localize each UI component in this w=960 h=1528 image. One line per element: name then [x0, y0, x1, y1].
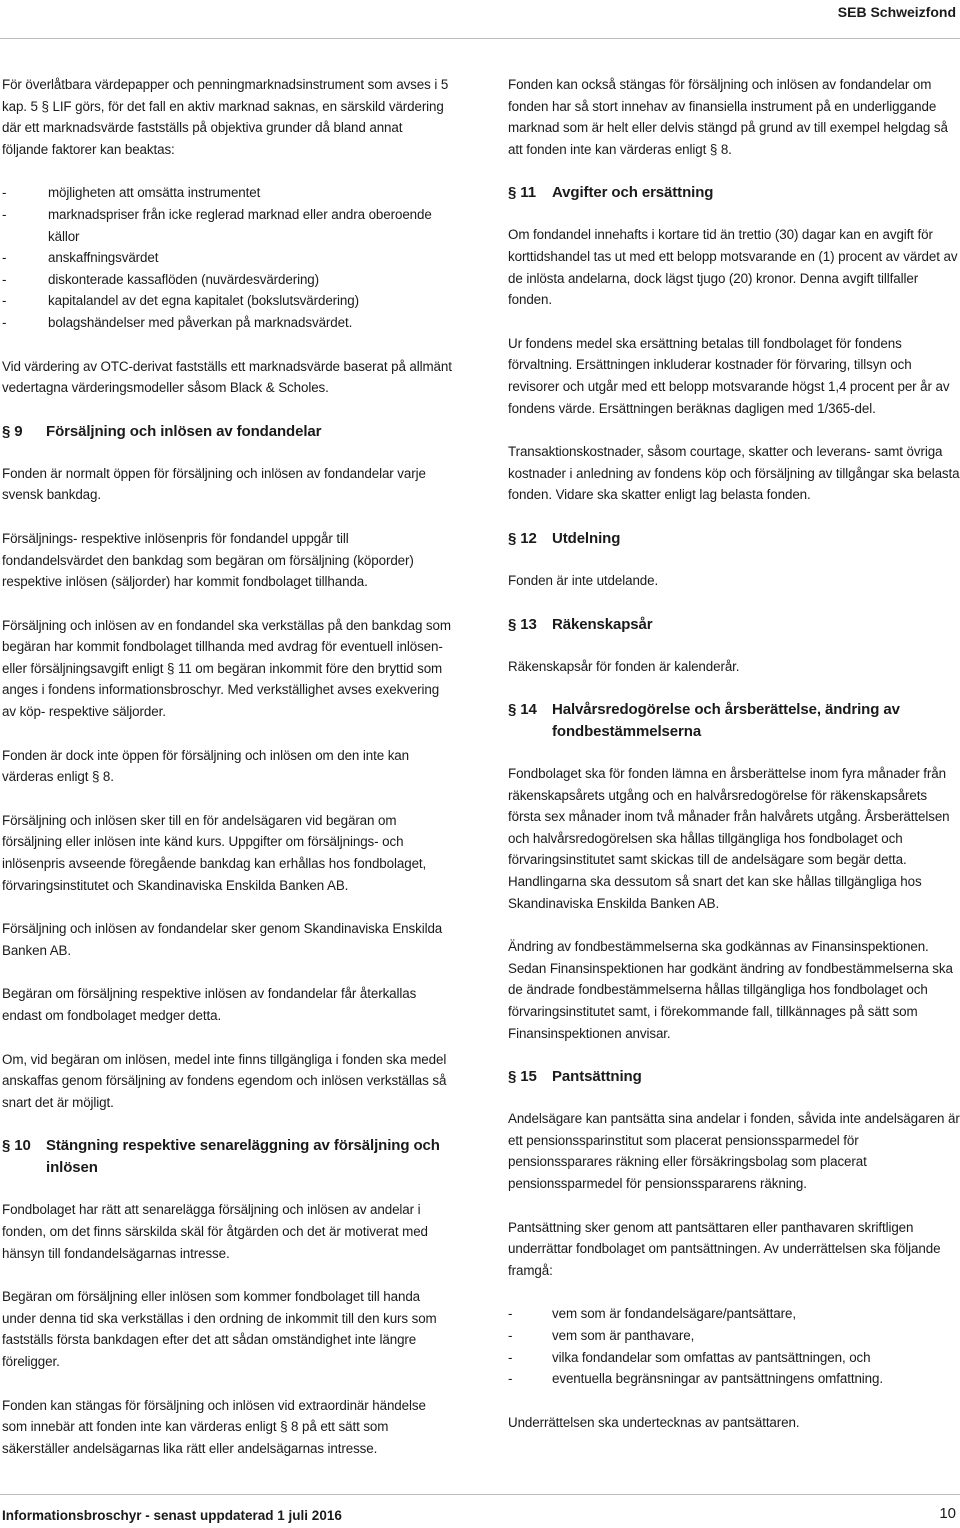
brand-name: SEB Schweizfond: [837, 4, 956, 20]
header-divider: [0, 38, 960, 39]
footer-title: Informationsbroschyr - senast uppdaterad 1 juli 2016: [2, 1508, 342, 1523]
section-10-heading: [2, 1135, 452, 1179]
section-9-paragraph: Fonden är normalt öppen för försäljning och inlösen av fondandelar varje svensk bankdag.: [2, 465, 426, 503]
section-14-heading: [508, 699, 960, 743]
section-11-paragraph: Om fondandel innehafts i kortare tid än trettio (30) dagar kan en avgift för korttidshandel tas ut med ett belopp motsvarande en (1) procent av värdet av de inlösta andelarna, dock lägst tjugo (20) kronor. Denna avgift tillfaller fonden.: [508, 227, 958, 308]
list-item: - marknadspriser från icke reglerad marknad eller andra oberoende källor: [2, 206, 432, 244]
section-10-paragraph: Begäran om försäljning eller inlösen som kommer fondbolaget till handa under denna tid ska verkställas i den ordning de inkommit till den kurs som fastställs första bankdagen efter det att sådan omständighet inte längre föreligger.: [2, 1289, 437, 1369]
section-title: Pantsättning: [552, 1068, 642, 1086]
section-13-paragraph: Räkenskapsår för fonden är kalenderår.: [508, 658, 740, 674]
valuation-factors-list: [2, 182, 452, 333]
section-14-paragraph: Fondbolaget ska för fonden lämna en årsberättelse inom fyra månader från räkenskapsårets utgång och en halvårsredogörelse för räkenskapsårets första sex månader inom två månader från halvårets utgång. Årsberättelsen och halvårsredogörelsen ska hållas tillgängliga hos fondbolaget och förvaringsinstitutet samt skickas till de andelsägare som begär detta. Handlingarna ska dessutom så snart det kan ske hållas tillgängliga hos Skandinaviska Enskilda Banken AB.: [508, 766, 950, 911]
list-item: - eventuella begränsningar av pantsättningens omfattning.: [508, 1371, 883, 1387]
closure-intro: Fonden kan också stängas för försäljning och inlösen av fondandelar om fonden har så stort innehav av finansiella instrument på en underliggande marknad som är helt eller delvis stängd på grund av till exempel helgdag så att fonden inte kan värderas enligt § 8.: [508, 77, 948, 157]
list-item: - kapitalandel av det egna kapitalet (bokslutsvärdering): [2, 293, 359, 309]
section-9-paragraph: Försäljning och inlösen av fondandelar sker genom Skandinaviska Enskilda Banken AB.: [2, 921, 443, 958]
section-11-paragraph: Ur fondens medel ska ersättning betalas till fondbolaget för fondens förvaltning. Ersättningen inkluderar kostnader för förvaring, tillsyn och revisorer och utgår med ett belopp motsvarande högst 1,4 procent per år av fondens värde. Ersättningen beräknas dagligen med 1/365-del.: [508, 335, 950, 416]
section-15-heading: [508, 1066, 960, 1088]
list-item: - vilka fondandelar som omfattas av pantsättningen, och: [508, 1349, 871, 1365]
section-number: § 13: [508, 615, 537, 633]
section-title: Avgifter och ersättning: [552, 184, 714, 202]
section-9-heading: [2, 421, 452, 443]
page-number: 10: [939, 1505, 956, 1522]
section-title: Utdelning: [552, 529, 621, 547]
section-title: Halvårsredogörelse och årsberättelse, ändring av fondbestämmelserna: [552, 701, 900, 741]
section-11-heading: [508, 182, 960, 204]
section-number: § 15: [508, 1068, 537, 1086]
list-item: - anskaffningsvärdet: [2, 250, 159, 266]
section-title: Stängning respektive senareläggning av försäljning och inlösen: [46, 1137, 440, 1177]
list-item: - bolagshändelser med påverkan på marknadsvärdet.: [2, 314, 353, 330]
section-number: § 11: [508, 184, 536, 202]
section-10-paragraph: Fondbolaget har rätt att senarelägga försäljning och inlösen av andelar i fonden, om det finns särskilda skäl för åtgärden och det är motiverat med hänsyn till fondandelsägarnas intresse.: [2, 1202, 428, 1261]
section-number: § 9: [2, 422, 23, 440]
section-10-paragraph: Fonden kan stängas för försäljning och inlösen vid extraordinär händelse som innebär att fonden inte kan värderas enligt § 8 på ett sätt som säkerställer andelsägarnas lika rätt eller andelsägarnas intresse.: [2, 1397, 426, 1456]
section-9-paragraph: Fonden är dock inte öppen för försäljning och inlösen om den inte kan värderas enligt § 8.: [2, 747, 409, 785]
footer-divider: [0, 1494, 960, 1495]
section-15-paragraph: Andelsägare kan pantsätta sina andelar i fonden, såvida inte andelsägaren är ett pensionssparinstitut som placerat pensionssparmedel för pensionssparares räkning eller försäkringsbolag som placerat pensionssparmedel för pensionsspararens räkning.: [508, 1111, 960, 1191]
left-column: [2, 74, 452, 1481]
section-9-paragraph: Om, vid begäran om inlösen, medel inte finns tillgängliga i fonden ska medel anskaffas genom försäljning av fondens egendom och inlösen verkställas så snart det är möjligt.: [2, 1051, 447, 1110]
section-title: Räkenskapsår: [552, 615, 653, 633]
section-13-heading: [508, 614, 960, 636]
section-15-paragraph: Pantsättning sker genom att pantsättaren eller panthavaren skriftligen underrättar fondbolaget om pantsättningen. Av underrättelsen ska följande framgå:: [508, 1219, 941, 1278]
section-9-paragraph: Försäljnings- respektive inlösenpris för fondandel uppgår till fondandelsvärdet den bankdag som begäran om försäljning (köporder) respektive inlösen (säljorder) har kommit fondbolaget tillhanda.: [2, 530, 414, 590]
section-number: § 14: [508, 701, 537, 719]
section-12-paragraph: Fonden är inte utdelande.: [508, 572, 659, 588]
list-item: - vem som är fondandelsägare/pantsättare,: [508, 1306, 796, 1322]
otc-valuation-text: Vid värdering av OTC-derivat fastställs ett marknadsvärde baserat på allmänt vedertagna värderingsmodeller såsom Black & Scholes.: [2, 358, 452, 396]
pledge-details-list: [508, 1303, 960, 1389]
section-12-heading: [508, 528, 960, 550]
section-11-paragraph: Transaktionskostnader, såsom courtage, skatter och leverans- samt övriga kostnader i anledning av fondens köp och försäljning av tillgångar ska belasta fonden. Vidare ska skatter enligt lag belasta fonden.: [508, 444, 960, 503]
section-number: § 10: [2, 1137, 31, 1155]
right-column: [508, 74, 960, 1455]
valuation-intro: För överlåtbara värdepapper och penningmarknadsinstrument som avses i 5 kap. 5 § LIF görs, för det fall en aktiv marknad saknas, en särskild värdering där ett marknadsvärde fastställs på objektiva grunder då bland annat följande faktorer kan beaktas:: [2, 77, 449, 157]
section-9-paragraph: Försäljning och inlösen sker till en för andelsägaren vid begäran om försäljning eller inlösen inte känd kurs. Uppgifter om försäljnings- och inlösenpris avseende föregående bankdag kan erhållas hos fondbolaget, förvaringsinstitutet och Skandinaviska Enskilda Banken AB.: [2, 812, 427, 893]
section-15-closing: Underrättelsen ska undertecknas av pantsättaren.: [508, 1414, 800, 1430]
list-item: - möjligheten att omsätta instrumentet: [2, 185, 261, 201]
section-9-paragraph: Begäran om försäljning respektive inlösen av fondandelar får återkallas endast om fondbolaget medger detta.: [2, 986, 417, 1023]
section-14-paragraph: Ändring av fondbestämmelserna ska godkännas av Finansinspektionen. Sedan Finansinspektionen har godkänt ändring av fondbestämmelserna ska de ändrade fondbestämmelserna hållas tillgängliga hos fondbolaget och förvaringsinstitutet samt, i förekommande fall, tillkännages på sätt som Finansinspektionen anvisar.: [508, 939, 953, 1041]
list-item: - diskonterade kassaflöden (nuvärdesvärdering): [2, 271, 320, 287]
section-title: Försäljning och inlösen av fondandelar: [46, 422, 322, 440]
list-item: - vem som är panthavare,: [508, 1327, 695, 1343]
section-9-paragraph: Försäljning och inlösen av en fondandel ska verkställas på den bankdag som begäran har kommit fondbolaget tillhanda med avdrag för eventuell inlösen- eller försäljningsavgift enligt § 11 om begäran inkommit före den bryttid som anges i fondens informationsbroschyr. Med verkställighet avses exekvering av köp- respektive säljorder.: [2, 617, 451, 720]
section-number: § 12: [508, 529, 537, 547]
